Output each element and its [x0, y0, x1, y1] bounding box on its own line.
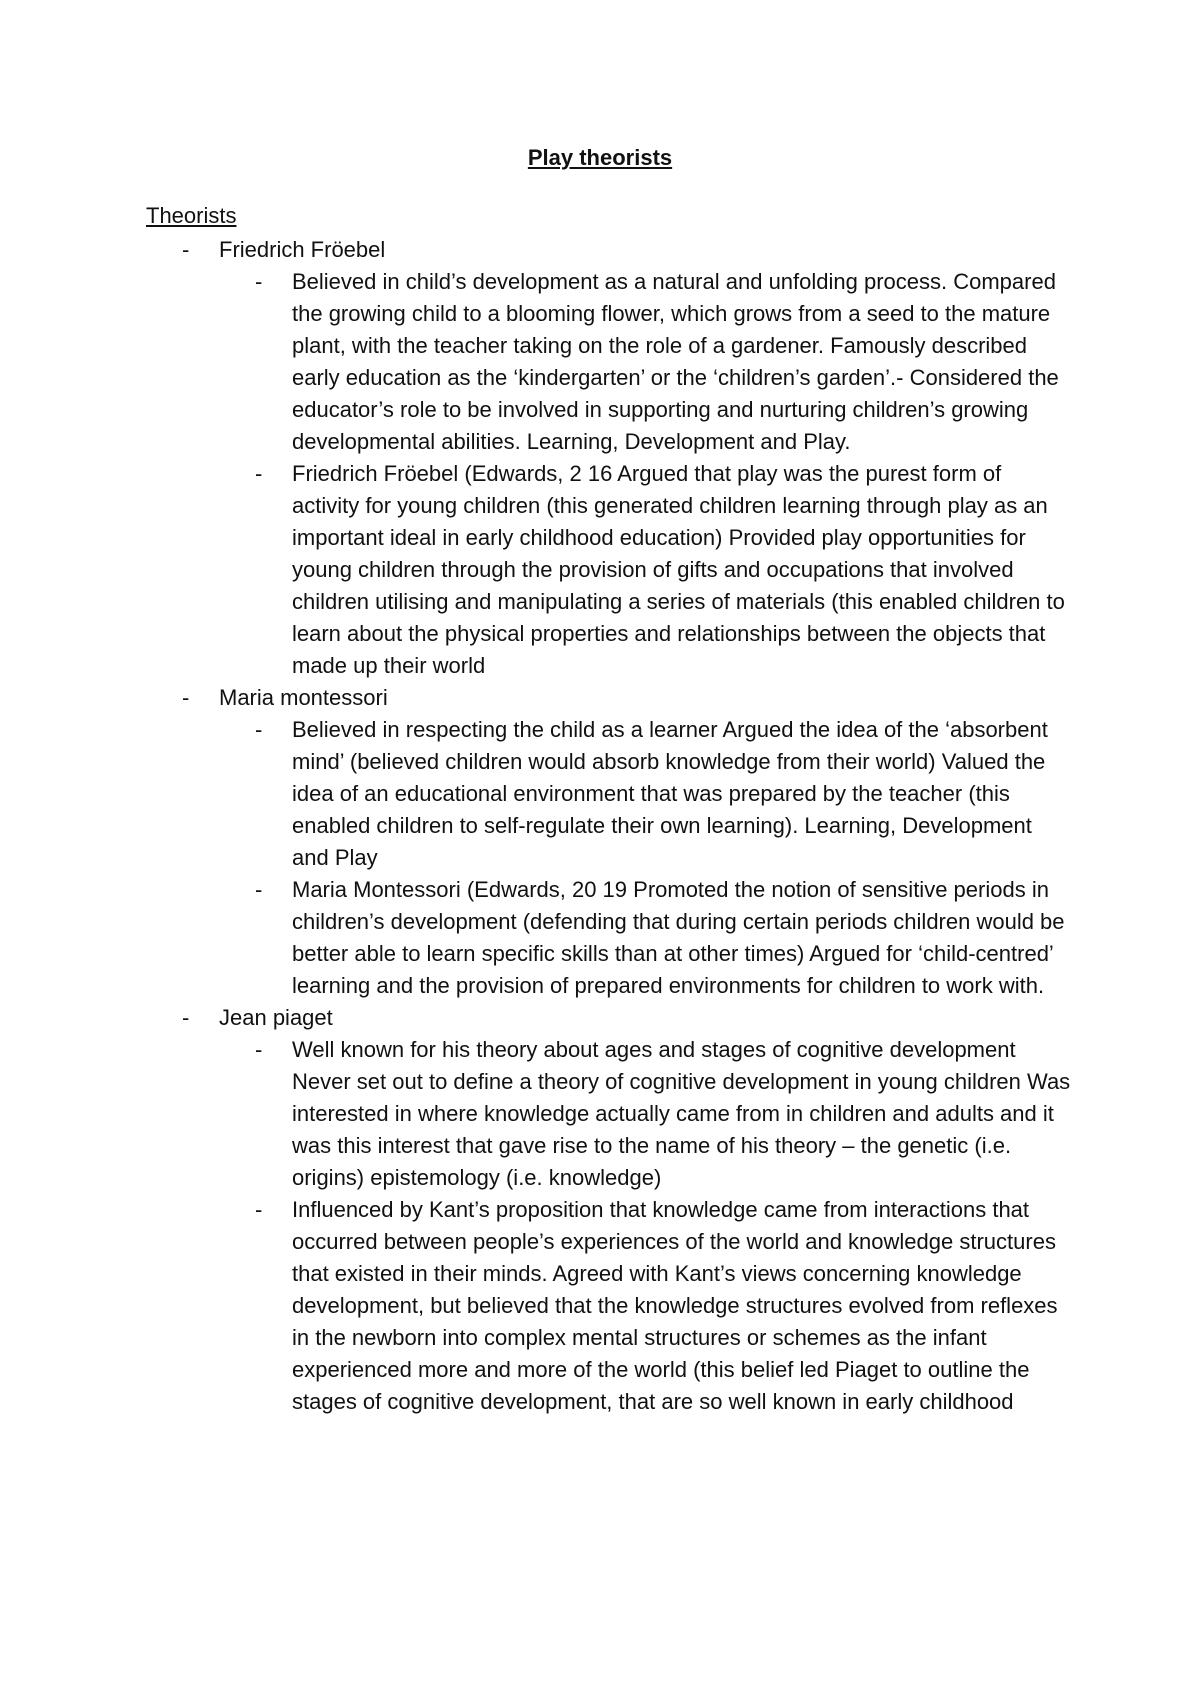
theorist-heading [0, 682, 1200, 714]
theorist-item [0, 682, 1200, 1002]
sub-point [0, 458, 1072, 682]
section-heading: Theorists [146, 203, 237, 228]
bullet-dash: - [255, 1197, 263, 1222]
bullet-dash: - [255, 877, 263, 902]
theorist-item [0, 1002, 1200, 1418]
sub-point [0, 266, 1072, 458]
point-text: Maria Montessori (Edwards, 20 19 Promoted the notion of sensitive periods in children’s development (defending that during certain periods children would be better able to learn specific skills than at other times) Argued for ‘child-centred’ learning and the provision of prepared environments for children to work with. [292, 877, 1065, 998]
bullet-dash: - [255, 717, 263, 742]
bullet-dash: - [182, 1005, 190, 1030]
sub-point [0, 714, 1072, 874]
theorist-name: Maria montessori [219, 685, 388, 710]
theorist-heading [0, 1002, 1200, 1034]
point-text: Believed in respecting the child as a learner Argued the idea of the ‘absorbent mind’ (believed children would absorb knowledge from their world) Valued the idea of an educational environment that was prepared by the teacher (this enabled children to self-regulate their own learning). Learning, Development and Play [292, 717, 1048, 870]
theorist-item [0, 234, 1200, 682]
point-text: Believed in child’s development as a natural and unfolding process. Compared the growing child to a blooming flower, which grows from a seed to the mature plant, with the teacher taking on the role of a gardener. Famously described early education as the ‘kindergarten’ or the ‘children’s garden’.- Considered the educator’s role to be involved in supporting and nurturing children’s growing developmental abilities. Learning, Development and Play. [292, 269, 1059, 454]
theorist-heading [0, 234, 1200, 266]
page-title: Play theorists [527, 145, 673, 170]
point-text: Friedrich Fröebel (Edwards, 2 16 Argued that play was the purest form of activity for young children (this generated children learning through play as an important ideal in early childhood education) Provided play opportunities for young children through the provision of gifts and occupations that involved children utilising and manipulating a series of materials (this enabled children to learn about the physical properties and relationships between the objects that made up their world [292, 461, 1065, 678]
theorist-list [0, 234, 1200, 1418]
bullet-dash: - [182, 685, 190, 710]
sub-point [0, 874, 1072, 1002]
sub-point [0, 1034, 1072, 1194]
bullet-dash: - [255, 269, 263, 294]
point-text: Well known for his theory about ages and stages of cognitive development Never set out to define a theory of cognitive development in young children Was interested in where knowledge actually came from in children and adults and it was this interest that gave rise to the name of his theory – the genetic (i.e. origins) epistemology (i.e. knowledge) [292, 1037, 1071, 1190]
sub-point [0, 1194, 1072, 1418]
theorist-name: Friedrich Fröebel [219, 237, 386, 262]
point-text: Influenced by Kant’s proposition that knowledge came from interactions that occurred between people’s experiences of the world and knowledge structures that existed in their minds. Agreed with Kant’s views concerning knowledge development, but believed that the knowledge structures evolved from reflexes in the newborn into complex mental structures or schemes as the infant experienced more and more of the world (this belief led Piaget to outline the stages of cognitive development, that are so well known in early childhood [292, 1197, 1058, 1414]
bullet-dash: - [182, 237, 190, 262]
bullet-dash: - [255, 1037, 263, 1062]
theorist-name: Jean piaget [219, 1005, 333, 1030]
bullet-dash: - [255, 461, 263, 486]
